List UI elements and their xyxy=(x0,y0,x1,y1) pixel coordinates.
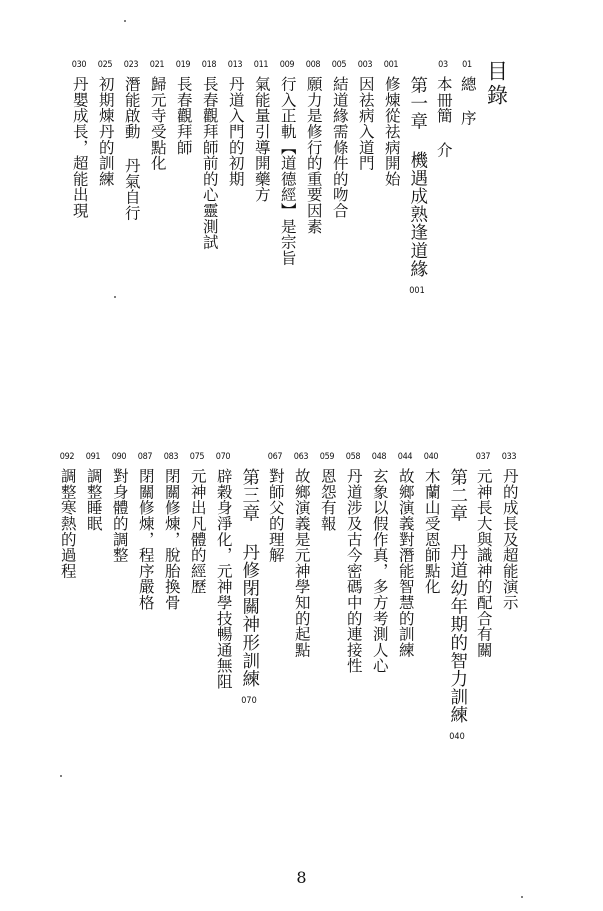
toc-entry-text: 對師父的理解 xyxy=(266,468,285,563)
toc-entry-text: 潛能啟動 丹氣自行 xyxy=(122,76,141,221)
toc-entry-number: 063 xyxy=(293,452,309,462)
toc-entry xyxy=(157,452,185,610)
toc-entry-number: 025 xyxy=(97,60,113,70)
toc-entry-number: 023 xyxy=(123,60,139,70)
toc-entry-number: 003 xyxy=(357,60,373,70)
toc-entry-number: 067 xyxy=(267,452,283,462)
toc-entry-number: 040 xyxy=(423,452,439,462)
toc-entry xyxy=(65,60,93,218)
toc-entry-text: 對身體的調整 xyxy=(110,468,129,563)
toc-entry-text: 氣能量引導開藥方 xyxy=(252,76,271,203)
toc-entry xyxy=(325,60,353,218)
toc-entry-text: 木蘭山受恩師點化 xyxy=(422,468,441,595)
toc-entry-number: 021 xyxy=(149,60,165,70)
toc-chapter-text: 第一章 機遇成熟逢道緣 xyxy=(407,76,428,278)
toc-entry xyxy=(469,452,497,658)
toc-entry-text: 丹的成長及超能演示 xyxy=(500,468,519,611)
toc-chapter-heading xyxy=(443,452,471,742)
toc-entry-text: 修煉從祛病開始 xyxy=(382,76,401,187)
toc-entry xyxy=(79,452,107,531)
toc-entry-number: 005 xyxy=(331,60,347,70)
toc-entry-text: 故鄉演義對潛能智慧的訓練 xyxy=(396,468,415,658)
toc-entry-number: 090 xyxy=(111,452,127,462)
toc-entry-number: 01 xyxy=(462,60,472,70)
toc-entry-text: 閉關修煉，程序嚴格 xyxy=(136,468,155,611)
toc-entry-text: 元神出凡體的經歷 xyxy=(188,468,207,595)
toc-entry-text: 長春觀拜師 xyxy=(174,76,193,155)
toc-entry-number: 008 xyxy=(305,60,321,70)
toc-entry-number: 009 xyxy=(279,60,295,70)
toc-entry xyxy=(339,452,367,673)
toc-entry-text: 總 序 xyxy=(458,76,477,126)
toc-entry-number: 048 xyxy=(371,452,387,462)
toc-entry-text: 辟穀身淨化，元神學技暢通無阻 xyxy=(214,468,233,690)
toc-entry xyxy=(351,60,379,171)
toc-entry-number: 030 xyxy=(71,60,87,70)
toc-entry-text: 元神長大與識神的配合有關 xyxy=(474,468,493,658)
toc-entry-text: 閉關修煉，脫胎換骨 xyxy=(162,468,181,611)
page-number: 8 xyxy=(296,868,307,887)
toc-entry-number: 001 xyxy=(383,60,399,70)
toc-entry-text: 初期煉丹的訓練 xyxy=(96,76,115,187)
toc-entry-number: 058 xyxy=(345,452,361,462)
toc-entry-text: 本冊簡 介 xyxy=(434,76,453,158)
toc-entry xyxy=(365,452,393,673)
toc-entry xyxy=(91,60,119,187)
toc-entry-text: 恩怨有報 xyxy=(318,468,337,532)
toc-entry xyxy=(429,60,457,158)
toc-entry-number: 083 xyxy=(163,452,179,462)
toc-entry-number: 018 xyxy=(201,60,217,70)
toc-entry-number: 091 xyxy=(85,452,101,462)
toc-entry xyxy=(495,452,523,610)
toc-entry-text: 結道緣需條件的吻合 xyxy=(330,76,349,219)
scan-speck xyxy=(521,896,523,898)
toc-entry xyxy=(299,60,327,234)
toc-entry xyxy=(287,452,315,658)
toc-entry-number: 019 xyxy=(175,60,191,70)
toc-entry xyxy=(453,60,481,126)
toc-entry xyxy=(221,60,249,187)
toc-entry-number: 03 xyxy=(438,60,448,70)
toc-entry-number: 092 xyxy=(59,452,75,462)
toc-entry-text: 長春觀拜師前的心靈測試 xyxy=(200,76,219,250)
scan-speck xyxy=(60,775,62,777)
toc-entry xyxy=(131,452,159,610)
toc-entry-text: 調整寒熱的過程 xyxy=(58,468,77,579)
toc-entry-number: 013 xyxy=(227,60,243,70)
toc-title-text: 目錄 xyxy=(484,60,509,108)
toc-entry-text: 玄象以假作真，多方考測人心 xyxy=(370,468,389,674)
toc-entry xyxy=(209,452,237,689)
toc-entry-number: 037 xyxy=(475,452,491,462)
toc-chapter-page: 001 xyxy=(409,285,425,296)
toc-entry xyxy=(247,60,275,202)
toc-entry xyxy=(143,60,171,171)
toc-entry-text: 丹嬰成長，超能出現 xyxy=(70,76,89,219)
toc-entry-number: 087 xyxy=(137,452,153,462)
toc-chapter-heading xyxy=(235,452,263,706)
toc-chapter-text: 第二章 丹道幼年期的智力訓練 xyxy=(447,468,468,724)
toc-entry xyxy=(417,452,445,594)
toc-entry xyxy=(195,60,223,250)
toc-entry-text: 丹道入門的初期 xyxy=(226,76,245,187)
toc-chapter-heading xyxy=(403,60,431,296)
scan-speck xyxy=(114,296,116,298)
toc-entry xyxy=(391,452,419,658)
toc-entry-text: 故鄉演義是元神學知的起點 xyxy=(292,468,311,658)
toc-entry-number: 070 xyxy=(215,452,231,462)
toc-entry-number: 044 xyxy=(397,452,413,462)
toc-entry xyxy=(377,60,405,187)
toc-entry xyxy=(117,60,145,221)
toc-entry xyxy=(105,452,133,563)
toc-entry-text: 因祛病入道門 xyxy=(356,76,375,171)
toc-entry xyxy=(313,452,341,531)
toc-entry-text: 行入正軌【道德經】是宗旨 xyxy=(278,76,297,266)
toc-entry-text: 調整睡眠 xyxy=(84,468,103,532)
toc-entry-text: 願力是修行的重要因素 xyxy=(304,76,323,234)
toc-entry-number: 059 xyxy=(319,452,335,462)
toc-entry xyxy=(53,452,81,579)
toc-entry-number: 033 xyxy=(501,452,517,462)
toc-entry-text: 丹道涉及古今密碼中的連接性 xyxy=(344,468,363,674)
toc-chapter-page: 040 xyxy=(449,731,465,742)
toc-title xyxy=(482,60,510,108)
toc-chapter-page: 070 xyxy=(241,695,257,706)
toc-entry xyxy=(183,452,211,594)
toc-entry-number: 075 xyxy=(189,452,205,462)
toc-entry xyxy=(261,452,289,563)
toc-entry-text: 歸元寺受點化 xyxy=(148,76,167,171)
scan-speck xyxy=(124,20,126,22)
toc-entry xyxy=(273,60,301,266)
toc-entry xyxy=(169,60,197,155)
toc-entry-number: 011 xyxy=(253,60,269,70)
toc-chapter-text: 第三章 丹修閉關神形訓練 xyxy=(239,468,260,688)
